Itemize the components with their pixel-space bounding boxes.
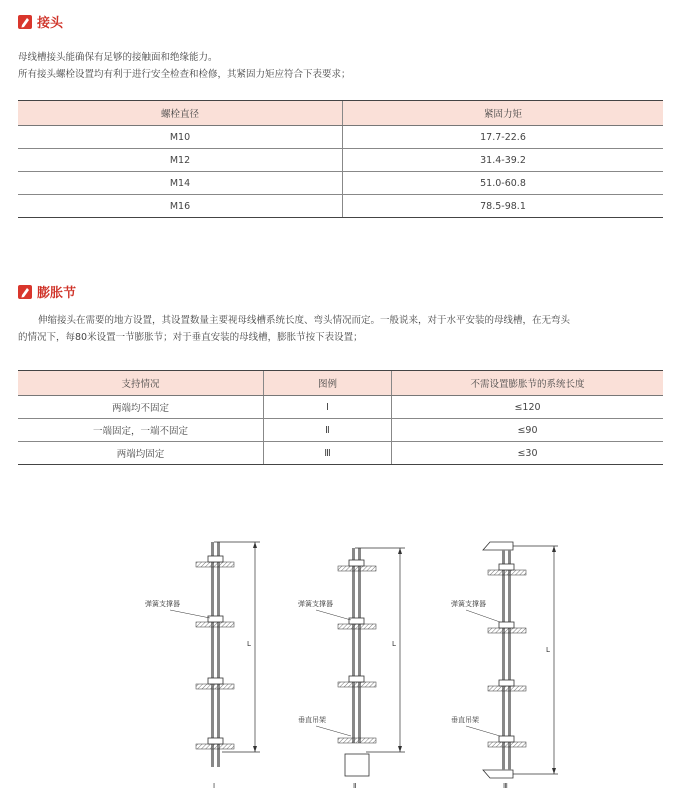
floor-slab — [488, 742, 526, 747]
table-row — [18, 419, 663, 442]
section-expansion-heading — [18, 282, 76, 301]
torque-table — [18, 100, 663, 218]
floor-slab — [488, 628, 526, 633]
table-header: 支持情况 — [18, 371, 264, 396]
table-cell: Ⅰ — [264, 396, 392, 419]
expansion-table — [18, 370, 663, 465]
floor-slab — [196, 744, 234, 749]
floor-slab — [488, 686, 526, 691]
floor-slab — [338, 566, 376, 571]
installation-diagrams — [0, 530, 673, 804]
section-title: 接头 — [37, 16, 64, 31]
table-cell: M10 — [18, 126, 343, 149]
table-header: 紧固力矩 — [343, 101, 664, 126]
floor-slab — [338, 738, 376, 743]
paragraph-line: 所有接头螺栓设置均有利于进行安全检查和检修，其紧固力矩应符合下表要求； — [18, 69, 351, 80]
table-cell: 一端固定，一端不固定 — [18, 419, 264, 442]
table-row — [18, 172, 663, 195]
spring-support-label: 弹簧支撑器 — [451, 600, 486, 608]
table-cell: 两端均不固定 — [18, 396, 264, 419]
table-cell: 17.7-22.6 — [343, 126, 664, 149]
diagram-two — [316, 548, 405, 776]
table-cell: 78.5-98.1 — [343, 195, 664, 218]
table-cell: ≤30 — [392, 442, 664, 465]
floor-slab — [488, 570, 526, 575]
figure-label: Ⅲ — [503, 782, 508, 790]
paragraph-line: 的情况下，每80米设置一节膨胀节；对于垂直安装的母线槽，膨胀节按下表设置； — [18, 332, 363, 343]
floor-slab — [196, 622, 234, 627]
table-row — [18, 195, 663, 218]
table-header: 螺栓直径 — [18, 101, 343, 126]
table-row — [18, 442, 663, 465]
table-cell: 31.4-39.2 — [343, 149, 664, 172]
section-title: 膨胀节 — [37, 286, 77, 301]
vertical-hanger-label: 垂直吊架 — [451, 716, 479, 724]
length-label: L — [247, 640, 251, 648]
vertical-hanger-label: 垂直吊架 — [298, 716, 326, 724]
table-row — [18, 396, 663, 419]
table-cell: 两端均固定 — [18, 442, 264, 465]
pencil-icon — [18, 15, 32, 29]
table-header: 不需设置膨胀节的系统长度 — [392, 371, 664, 396]
table-cell: M16 — [18, 195, 343, 218]
spring-support-label: 弹簧支撑器 — [145, 600, 180, 608]
table-cell: Ⅱ — [264, 419, 392, 442]
table-cell: ≤90 — [392, 419, 664, 442]
table-cell: 51.0-60.8 — [343, 172, 664, 195]
floor-slab — [338, 624, 376, 629]
table-row — [18, 126, 663, 149]
section-joint-heading — [18, 12, 63, 31]
section-expansion-text — [18, 312, 668, 346]
paragraph-line: 伸缩接头在需要的地方设置，其设置数量主要视母线槽系统长度、弯头情况而定。一般说来，对于水平安装的母线槽，在无弯头 — [38, 315, 571, 326]
floor-slab — [338, 682, 376, 687]
diagram-three — [466, 542, 558, 778]
table-cell: Ⅲ — [264, 442, 392, 465]
paragraph-line: 母线槽接头能确保有足够的接触面和绝缘能力。 — [18, 52, 218, 63]
figure-label: Ⅱ — [353, 782, 357, 790]
table-cell: M12 — [18, 149, 343, 172]
table-row — [18, 149, 663, 172]
floor-slab — [196, 562, 234, 567]
figure-label: Ⅰ — [213, 782, 216, 790]
length-label: L — [546, 646, 550, 654]
pencil-icon — [18, 285, 32, 299]
section-joint-text — [18, 49, 351, 83]
floor-slab — [196, 684, 234, 689]
table-cell: M14 — [18, 172, 343, 195]
diagram-one — [170, 542, 260, 767]
table-cell: ≤120 — [392, 396, 664, 419]
length-label: L — [392, 640, 396, 648]
spring-support-label: 弹簧支撑器 — [298, 600, 333, 608]
table-header: 图例 — [264, 371, 392, 396]
